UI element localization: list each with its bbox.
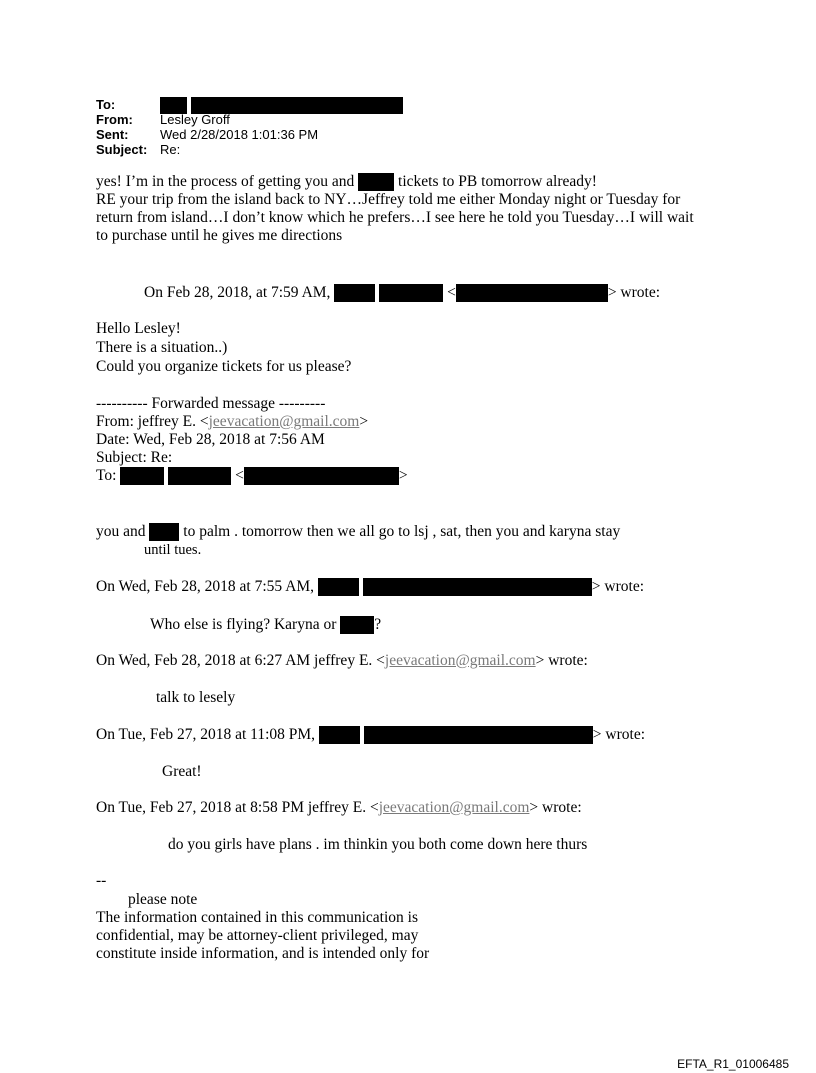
email-link[interactable]: jeevacation@gmail.com [208,413,360,430]
forward-subject: Subject: Re: [96,449,173,466]
redaction-box [364,726,593,744]
redaction-box [358,173,394,191]
message-line: until tues. [144,542,202,558]
email-link[interactable]: jeevacation@gmail.com [378,799,530,816]
message-line: Who else is flying? Karyna or ? [150,616,382,633]
redaction-box [149,523,179,541]
from-label: From: [96,112,133,127]
reply-line: yes! I’m in the process of getting you and tickets to PB tomorrow already! [96,173,597,190]
message-line: you and to palm . tomorrow then we all go to lsj , sat, then you and karyna stay [96,523,621,540]
forward-date: Date: Wed, Feb 28, 2018 at 7:56 AM [96,431,325,448]
reply-line: to purchase until he gives me directions [96,227,343,244]
redaction-box [456,284,608,302]
to-label: To: [96,97,116,112]
message-line: do you girls have plans . im thinkin you both come down here thurs [168,836,588,853]
redaction-box [120,467,164,485]
redaction-box [340,616,374,634]
signature-dashes: -- [96,872,107,889]
redaction-box [319,726,360,744]
reply-line: RE your trip from the island back to NY…Jeffrey told me either Monday night or Tuesday for [96,191,681,208]
subject-label: Subject: [96,142,148,157]
from-value: Lesley Groff [160,112,230,127]
quote-header: On Tue, Feb 27, 2018 at 11:08 PM, > wrote: [96,726,646,743]
message-line: talk to lesely [156,689,236,706]
redaction-box [363,578,592,596]
quote-header: On Wed, Feb 28, 2018 at 7:55 AM, > wrote: [96,578,645,595]
quote-header: On Feb 28, 2018, at 7:59 AM, < > wrote: [144,284,661,301]
signature-note: please note [128,891,198,908]
forward-to: To: < > [96,467,408,484]
document-id: EFTA_R1_01006485 [677,1057,789,1071]
quote-header: On Wed, Feb 28, 2018 at 6:27 AM jeffrey E. <jeevacation@gmail.com> wrote: [96,652,588,669]
signature-line: constitute inside information, and is intended only for [96,945,430,962]
sent-label: Sent: [96,127,129,142]
redaction-box [379,284,443,302]
forward-header: ---------- Forwarded message --------- [96,395,326,412]
signature-line: The information contained in this communication is [96,909,418,926]
email-link[interactable]: jeevacation@gmail.com [384,652,536,669]
sent-value: Wed 2/28/2018 1:01:36 PM [160,127,319,142]
redaction-box [318,578,359,596]
subject-value: Re: [160,142,181,157]
signature-line: confidential, may be attorney-client privileged, may [96,927,419,944]
forward-from: From: jeffrey E. <jeevacation@gmail.com> [96,413,369,430]
reply-line: return from island…I don’t know which he prefers…I see here he told you Tuesday…I will wait [96,209,694,226]
message-line: Great! [162,763,202,780]
redaction-box [244,467,399,485]
redaction-box [334,284,375,302]
quote-header: On Tue, Feb 27, 2018 at 8:58 PM jeffrey E. <jeevacation@gmail.com> wrote: [96,799,582,816]
message-line: There is a situation..) [96,339,228,356]
message-line: Could you organize tickets for us please? [96,358,352,375]
message-line: Hello Lesley! [96,320,181,337]
redaction-box [168,467,231,485]
